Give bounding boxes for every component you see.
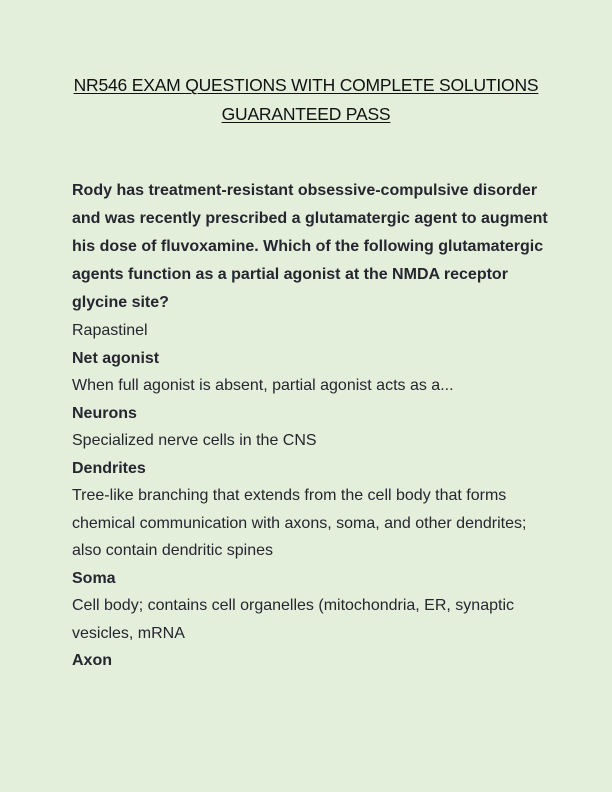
answer-text: Rapastinel [72,322,148,339]
document-title-line-2: GUARANTEED PASS [221,104,391,124]
term-neurons: Neurons [72,404,137,422]
term-axon: Axon [72,652,112,669]
list-item [72,565,552,648]
term-dendrites: Dendrites [72,459,146,477]
document-title-line-1: NR546 EXAM QUESTIONS WITH COMPLETE SOLUTIONS [73,75,539,95]
list-item [72,345,552,400]
definition-net-agonist: When full agonist is absent, partial agonist acts as a... [72,377,454,394]
definition-neurons: Specialized nerve cells in the CNS [72,432,317,449]
definition-soma: Cell body; contains cell organelles (mitochondria, ER, synaptic vesicles, mRNA [72,597,514,642]
list-item [72,455,552,565]
term-soma: Soma [72,569,116,587]
list-item [72,400,552,455]
definition-dendrites: Tree-like branching that extends from the cell body that forms chemical communication with axons, soma, and other dendrites; also contain dendritic spines [72,487,527,559]
qa-content [72,177,552,675]
question-text: Rody has treatment-resistant obsessive-compulsive disorder and was recently prescribed a glutamatergic agent to augment his dose of fluvoxamine. Which of the following glutamatergic agents function as a partial agonist at the NMDA receptor glycine site? [72,182,548,311]
list-item [72,647,552,675]
term-net-agonist: Net agonist [72,349,160,367]
